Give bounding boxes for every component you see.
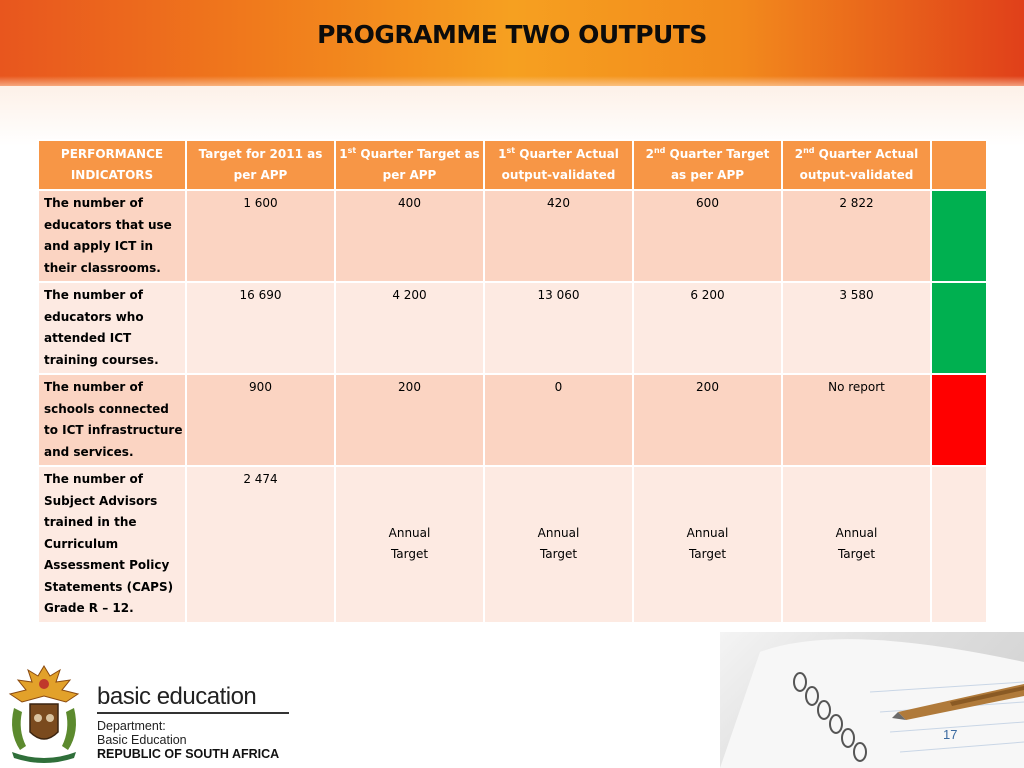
outputs-table [37, 139, 988, 624]
country-name: REPUBLIC OF SOUTH AFRICA [97, 747, 280, 761]
coat-of-arms-icon [4, 662, 84, 766]
header-q1-target: 1st Quarter Target as per APP [335, 140, 484, 190]
header-q2-target: 2nd Quarter Target as per APP [633, 140, 782, 190]
q1-actual-cell: 420 [484, 190, 633, 282]
header-target-2011: Target for 2011 as per APP [186, 140, 335, 190]
table-header-row [38, 140, 987, 190]
header-performance-indicators: PERFORMANCE INDICATORS [38, 140, 186, 190]
status-indicator [931, 466, 987, 623]
q2-actual-cell: No report [782, 374, 931, 466]
target-2011-cell: 900 [186, 374, 335, 466]
q2-target-cell: 600 [633, 190, 782, 282]
table-row [38, 282, 987, 374]
status-indicator [931, 374, 987, 466]
page-number: 17 [943, 727, 958, 742]
header-q1-actual: 1st Quarter Actual output-validated [484, 140, 633, 190]
table-row [38, 190, 987, 282]
q1-target-cell: 400 [335, 190, 484, 282]
dept-line1: Department: [97, 719, 166, 733]
header-status [931, 140, 987, 190]
q1-target-cell: 200 [335, 374, 484, 466]
dept-line2: Basic Education [97, 733, 187, 747]
indicator-cell: The number of schools connected to ICT infrastructure and services. [38, 374, 186, 466]
status-indicator [931, 190, 987, 282]
target-2011-cell: 2 474 [186, 466, 335, 623]
q1-actual-cell: Annual Target [484, 466, 633, 623]
table-row [38, 466, 987, 623]
q1-actual-cell: 13 060 [484, 282, 633, 374]
brand-name: basic education [97, 683, 257, 710]
indicator-cell: The number of educators who attended ICT training courses. [38, 282, 186, 374]
q2-target-cell: 200 [633, 374, 782, 466]
department-logo [97, 683, 289, 762]
q2-actual-cell: Annual Target [782, 466, 931, 623]
q2-actual-cell: 2 822 [782, 190, 931, 282]
q2-target-cell: 6 200 [633, 282, 782, 374]
q1-target-cell: 4 200 [335, 282, 484, 374]
indicator-cell: The number of Subject Advisors trained in the Curriculum Assessment Policy Statements (CAPS) Grade R – 12. [38, 466, 186, 623]
brand-rule [97, 712, 289, 714]
target-2011-cell: 16 690 [186, 282, 335, 374]
indicator-cell: The number of educators that use and apply ICT in their classrooms. [38, 190, 186, 282]
q2-target-cell: Annual Target [633, 466, 782, 623]
q1-target-cell: Annual Target [335, 466, 484, 623]
slide-title: PROGRAMME TWO OUTPUTS [317, 20, 707, 49]
status-indicator [931, 282, 987, 374]
table-row [38, 374, 987, 466]
q2-actual-cell: 3 580 [782, 282, 931, 374]
background-wash [0, 86, 1024, 146]
q1-actual-cell: 0 [484, 374, 633, 466]
target-2011-cell: 1 600 [186, 190, 335, 282]
header-q2-actual: 2nd Quarter Actual output-validated [782, 140, 931, 190]
pen-notebook-photo [720, 632, 1024, 768]
